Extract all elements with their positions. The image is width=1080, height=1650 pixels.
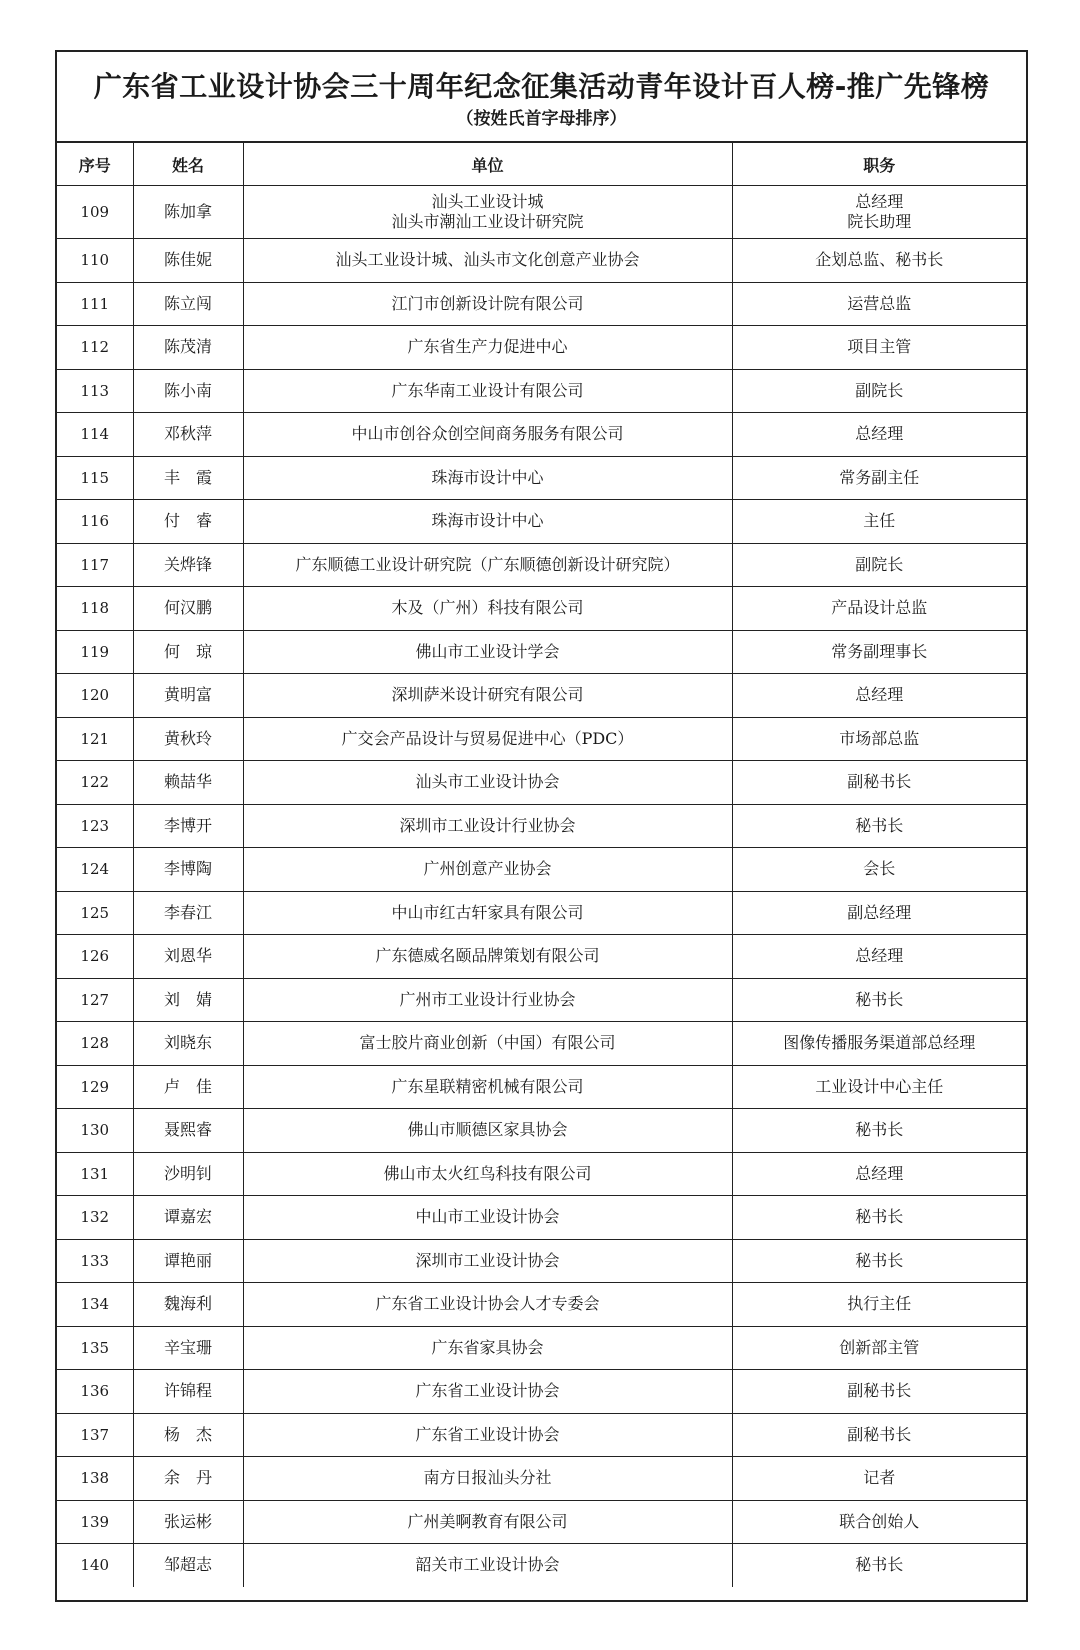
document-sheet — [55, 50, 1028, 1602]
table-row — [57, 1370, 1026, 1414]
row-number: 116 — [57, 500, 133, 544]
row-unit: 深圳市工业设计协会 — [243, 1239, 732, 1283]
table-row — [57, 848, 1026, 892]
row-number: 136 — [57, 1370, 133, 1414]
table-row — [57, 1283, 1026, 1327]
row-number: 135 — [57, 1326, 133, 1370]
table-row — [57, 1022, 1026, 1066]
row-role: 总经理 院长助理 — [732, 186, 1026, 239]
row-role: 总经理 — [732, 674, 1026, 718]
row-unit: 广州市工业设计行业协会 — [243, 978, 732, 1022]
table-row — [57, 1413, 1026, 1457]
row-name: 李博陶 — [133, 848, 243, 892]
table-row — [57, 978, 1026, 1022]
row-unit: 广东省工业设计协会 — [243, 1413, 732, 1457]
table-row — [57, 369, 1026, 413]
row-name: 余 丹 — [133, 1457, 243, 1501]
row-name: 谭艳丽 — [133, 1239, 243, 1283]
row-name: 沙明钊 — [133, 1152, 243, 1196]
row-number: 120 — [57, 674, 133, 718]
table-row — [57, 239, 1026, 283]
row-role: 主任 — [732, 500, 1026, 544]
row-role: 联合创始人 — [732, 1500, 1026, 1544]
row-unit: 广东顺德工业设计研究院（广东顺德创新设计研究院） — [243, 543, 732, 587]
table-row — [57, 1544, 1026, 1587]
table-row — [57, 1109, 1026, 1153]
row-number: 115 — [57, 456, 133, 500]
row-unit: 深圳市工业设计行业协会 — [243, 804, 732, 848]
row-unit: 广东华南工业设计有限公司 — [243, 369, 732, 413]
row-role: 副院长 — [732, 543, 1026, 587]
row-number: 117 — [57, 543, 133, 587]
row-name: 何 琼 — [133, 630, 243, 674]
row-unit: 中山市创谷众创空间商务服务有限公司 — [243, 413, 732, 457]
row-number: 118 — [57, 587, 133, 631]
row-unit: 珠海市设计中心 — [243, 500, 732, 544]
row-role: 秘书长 — [855, 1555, 904, 1575]
row-role: 总经理 — [732, 413, 1026, 457]
row-role: 秘书长 — [732, 1239, 1026, 1283]
table-row — [57, 326, 1026, 370]
header-no: 序号 — [57, 143, 133, 186]
row-role: 副秘书长 — [732, 761, 1026, 805]
row-role: 执行主任 — [732, 1283, 1026, 1327]
row-name: 关烨锋 — [133, 543, 243, 587]
row-role: 产品设计总监 — [732, 587, 1026, 631]
row-number: 130 — [57, 1109, 133, 1153]
row-unit: 广东德威名颐品牌策划有限公司 — [243, 935, 732, 979]
row-name: 杨 杰 — [133, 1413, 243, 1457]
row-number: 126 — [57, 935, 133, 979]
row-number: 127 — [57, 978, 133, 1022]
row-unit: 广东省工业设计协会人才专委会 — [243, 1283, 732, 1327]
row-role: 会长 — [732, 848, 1026, 892]
row-name: 辛宝珊 — [133, 1326, 243, 1370]
row-name: 陈小南 — [133, 369, 243, 413]
row-role: 副院长 — [732, 369, 1026, 413]
row-role: 副秘书长 — [732, 1413, 1026, 1457]
row-number: 124 — [57, 848, 133, 892]
table-row — [57, 761, 1026, 805]
row-role: 总经理 — [732, 1152, 1026, 1196]
row-name: 陈佳妮 — [133, 239, 243, 283]
row-unit: 中山市红古轩家具有限公司 — [243, 891, 732, 935]
row-number: 112 — [57, 326, 133, 370]
row-name: 丰 霞 — [133, 456, 243, 500]
row-name: 刘 婧 — [133, 978, 243, 1022]
table-row — [57, 804, 1026, 848]
row-number: 137 — [57, 1413, 133, 1457]
table-row — [57, 717, 1026, 761]
row-unit: 广东省生产力促进中心 — [243, 326, 732, 370]
table-row — [57, 891, 1026, 935]
row-unit: 汕头工业设计城 汕头市潮汕工业设计研究院 — [243, 186, 732, 239]
row-role: 工业设计中心主任 — [732, 1065, 1026, 1109]
row-number: 138 — [57, 1457, 133, 1501]
row-unit: 汕头工业设计城、汕头市文化创意产业协会 — [243, 239, 732, 283]
ranking-table — [57, 143, 1026, 1587]
row-name: 付 睿 — [133, 500, 243, 544]
row-number: 134 — [57, 1283, 133, 1327]
row-number: 131 — [57, 1152, 133, 1196]
row-number: 121 — [57, 717, 133, 761]
table-row — [57, 630, 1026, 674]
row-name: 邓秋萍 — [133, 413, 243, 457]
table-row — [57, 935, 1026, 979]
row-name: 何汉鹏 — [133, 587, 243, 631]
row-unit: 珠海市设计中心 — [243, 456, 732, 500]
row-role: 秘书长 — [732, 1109, 1026, 1153]
table-row — [57, 587, 1026, 631]
row-name: 刘恩华 — [133, 935, 243, 979]
row-name: 陈加拿 — [133, 186, 243, 239]
row-role: 创新部主管 — [732, 1326, 1026, 1370]
row-name: 赖喆华 — [133, 761, 243, 805]
page-title: 广东省工业设计协会三十周年纪念征集活动青年设计百人榜-推广先锋榜 — [93, 70, 990, 103]
row-number: 125 — [57, 891, 133, 935]
row-number: 109 — [57, 186, 133, 239]
row-name: 刘晓东 — [133, 1022, 243, 1066]
row-name: 魏海利 — [133, 1283, 243, 1327]
row-unit: 佛山市顺德区家具协会 — [243, 1109, 732, 1153]
table-row — [57, 543, 1026, 587]
row-name: 李春江 — [133, 891, 243, 935]
table-row — [57, 1457, 1026, 1501]
row-unit: 富士胶片商业创新（中国）有限公司 — [243, 1022, 732, 1066]
header-role: 职务 — [732, 143, 1026, 186]
row-unit: 韶关市工业设计协会 — [243, 1544, 732, 1587]
row-name: 张运彬 — [133, 1500, 243, 1544]
row-unit: 广东省家具协会 — [243, 1326, 732, 1370]
row-number: 122 — [57, 761, 133, 805]
table-row — [57, 456, 1026, 500]
row-name: 卢 佳 — [133, 1065, 243, 1109]
row-number: 110 — [57, 239, 133, 283]
table-row — [57, 282, 1026, 326]
row-role: 企划总监、秘书长 — [732, 239, 1026, 283]
row-role: 秘书长 — [732, 804, 1026, 848]
row-name: 陈茂清 — [133, 326, 243, 370]
table-row — [57, 1326, 1026, 1370]
row-role: 市场部总监 — [732, 717, 1026, 761]
row-name: 李博开 — [133, 804, 243, 848]
table-body — [57, 186, 1026, 1587]
row-name: 谭嘉宏 — [133, 1196, 243, 1240]
table-row — [57, 413, 1026, 457]
row-number: 133 — [57, 1239, 133, 1283]
row-unit: 广州美啊教育有限公司 — [243, 1500, 732, 1544]
table-row — [57, 1152, 1026, 1196]
row-unit: 深圳萨米设计研究有限公司 — [243, 674, 732, 718]
row-unit: 中山市工业设计协会 — [243, 1196, 732, 1240]
row-role: 项目主管 — [732, 326, 1026, 370]
row-number: 123 — [57, 804, 133, 848]
row-unit: 佛山市工业设计学会 — [243, 630, 732, 674]
table-header-row — [57, 143, 1026, 186]
row-role: 运营总监 — [732, 282, 1026, 326]
row-unit: 木及（广州）科技有限公司 — [243, 587, 732, 631]
row-role: 副总经理 — [732, 891, 1026, 935]
row-unit: 南方日报汕头分社 — [243, 1457, 732, 1501]
table-row — [57, 674, 1026, 718]
table-row — [57, 1196, 1026, 1240]
row-unit: 汕头市工业设计协会 — [243, 761, 732, 805]
row-number: 113 — [57, 369, 133, 413]
row-number: 111 — [57, 282, 133, 326]
table-row — [57, 500, 1026, 544]
row-role: 常务副理事长 — [732, 630, 1026, 674]
row-name: 黄明富 — [133, 674, 243, 718]
table-row — [57, 1239, 1026, 1283]
header-unit: 单位 — [243, 143, 732, 186]
row-role: 总经理 — [732, 935, 1026, 979]
row-role: 记者 — [732, 1457, 1026, 1501]
row-unit: 广州创意产业协会 — [243, 848, 732, 892]
row-name: 邹超志 — [133, 1544, 243, 1587]
row-number: 128 — [57, 1022, 133, 1066]
title-block — [57, 52, 1026, 143]
row-role: 常务副主任 — [732, 456, 1026, 500]
row-name: 黄秋玲 — [133, 717, 243, 761]
row-unit: 广东星联精密机械有限公司 — [243, 1065, 732, 1109]
row-number: 132 — [57, 1196, 133, 1240]
row-name: 许锦程 — [133, 1370, 243, 1414]
row-role: 秘书长 — [732, 1196, 1026, 1240]
header-name: 姓名 — [133, 143, 243, 186]
row-number: 129 — [57, 1065, 133, 1109]
row-number: 140 — [57, 1544, 133, 1587]
table-row — [57, 186, 1026, 239]
row-number: 114 — [57, 413, 133, 457]
table-row — [57, 1500, 1026, 1544]
row-role: 副秘书长 — [732, 1370, 1026, 1414]
row-role: 图像传播服务渠道部总经理 — [732, 1022, 1026, 1066]
row-number: 119 — [57, 630, 133, 674]
row-unit: 江门市创新设计院有限公司 — [243, 282, 732, 326]
row-role: 秘书长 — [732, 978, 1026, 1022]
row-unit: 佛山市太火红鸟科技有限公司 — [243, 1152, 732, 1196]
row-name: 聂熙睿 — [133, 1109, 243, 1153]
table-row — [57, 1065, 1026, 1109]
row-number: 139 — [57, 1500, 133, 1544]
row-name: 陈立闯 — [133, 282, 243, 326]
row-unit: 广交会产品设计与贸易促进中心（PDC） — [243, 717, 732, 761]
row-unit: 广东省工业设计协会 — [243, 1370, 732, 1414]
page-subtitle: （按姓氏首字母排序） — [456, 109, 627, 129]
